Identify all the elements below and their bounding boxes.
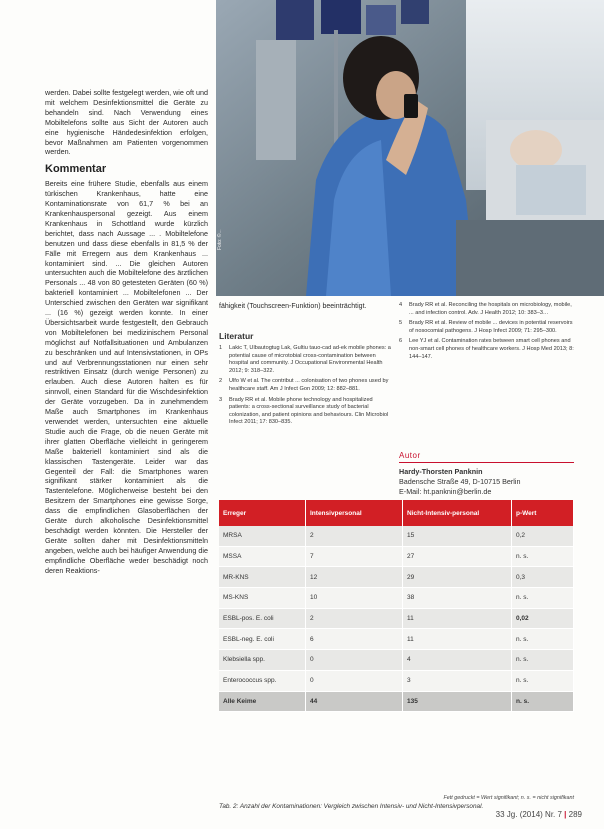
cell-p-wert: n. s. (512, 650, 574, 671)
cell-intensiv: 2 (306, 608, 403, 629)
cell-erreger: MSSA (219, 546, 306, 567)
reference-item (399, 302, 574, 317)
cell-p-wert: n. s. (512, 629, 574, 650)
cell-erreger: Alle Keime (219, 691, 306, 712)
left-column (45, 88, 208, 576)
author-heading: Autor (399, 451, 421, 460)
reference-text: Brady RR et al. Mobile phone technology and hospitalized patients: a cross-sectional surveillance study of bacterial colonization, and patient opinions and behaviours. Clin Microbiol Infect 2011; 17: 830–835. (229, 396, 389, 426)
reference-number: 2 (219, 378, 223, 385)
cell-nicht-intensiv: 27 (403, 546, 512, 567)
cell-p-wert: n. s. (512, 670, 574, 691)
cell-intensiv: 10 (306, 588, 403, 609)
page-number: 289 (568, 810, 582, 819)
cell-nicht-intensiv: 135 (403, 691, 512, 712)
cell-intensiv: 0 (306, 670, 403, 691)
cell-erreger: MR-KNS (219, 567, 306, 588)
cell-erreger: MS-KNS (219, 588, 306, 609)
cell-erreger: MRSA (219, 526, 306, 546)
cell-erreger: Klebsiella spp. (219, 650, 306, 671)
reference-number: 1 (219, 345, 223, 351)
cell-p-wert: 0,02 (512, 608, 574, 629)
reference-list-right (399, 302, 574, 364)
cell-p-wert: 0,3 (512, 567, 574, 588)
page-footer (496, 810, 582, 819)
cell-intensiv: 0 (306, 650, 403, 671)
column-header: p-Wert (512, 500, 574, 526)
reference-text: Lee YJ et al. Contamination rates between smart cell phones and non-smart cell phones of healthcare workers. J Hosp Med 2013; 8: 144–147. (409, 338, 574, 360)
table-row (219, 588, 574, 609)
reference-text: Ulfo W et al. The contribut ... colonisation of two phones used by healthcare staff. Am J Infect Gon 2009; 12: 882–881. (229, 378, 389, 392)
reference-list-middle (219, 345, 391, 430)
author-address: Badensche Straße 49, D-10715 Berlin (399, 477, 521, 486)
column-header: Intensivpersonal (306, 500, 403, 526)
cell-nicht-intensiv: 29 (403, 567, 512, 588)
cell-erreger: ESBL-neg. E. coli (219, 629, 306, 650)
cell-nicht-intensiv: 11 (403, 629, 512, 650)
cell-intensiv: 2 (306, 526, 403, 546)
table-caption: Tab. 2: Anzahl der Kontaminationen: Vergleich zwischen Intensiv- und Nicht-Intensivpersonal. (219, 803, 484, 810)
cell-intensiv: 12 (306, 567, 403, 588)
cell-nicht-intensiv: 15 (403, 526, 512, 546)
cell-intensiv: 7 (306, 546, 403, 567)
cell-nicht-intensiv: 4 (403, 650, 512, 671)
cell-erreger: Enterococcus spp. (219, 670, 306, 691)
author-name: Hardy-Thorsten Panknin (399, 467, 483, 476)
reference-item (219, 378, 391, 393)
intro-paragraph: werden. Dabei sollte festgelegt werden, wie oft und mit welchem Desinfektionsmittel die Geräte zu behandeln sind. Nach Verwendung eines Mobiltelefons sollte aus Sicht der Autoren auch eine hygienische Händedesinfektion erfolgen, bevor Maßnahmen am Patienten vorgenommen werden. (45, 88, 208, 157)
reference-number: 5 (399, 320, 403, 327)
table-row (219, 546, 574, 567)
cell-nicht-intensiv: 3 (403, 670, 512, 691)
cell-nicht-intensiv: 11 (403, 608, 512, 629)
reference-text: Lakic T, Ulbautogtug Lak, Gultiu tauo-cad ad-ek mobile phones: a potential cause of microtobial cross-contamination between hospital and community. J Occupational Environmental Health 2012; 9: 318–322. (229, 345, 391, 374)
reference-number: 3 (219, 396, 223, 403)
comment-paragraph: Bereits eine frühere Studie, ebenfalls aus einem türkischen Krankenhaus, hatte eine Kontaminationsrate von 61,7 % bei an Krankenhauspersonal gezeigt. Aus einem Krankenhaus in Schottland wurde kürzlich berichtet, dass nach Aussage ... . Mobiltelefone benutzen und dass diese ebenfalls in 81,5 % der Fälle mit Erregern aus dem Krankenhaus ... kontaminiert sind. ... Die gleichen Autoren untersuchten auch die Mobiltelefone des ärztlichen Personals ... 48 von 80 getesteten Geräten (60 %) bakteriell kontaminiert ... Mobiltelefonen ... Der Unterschied zwischen den Geräten war signifikant ... (16 %) gezeigt werden konnte. In einer Übersichtsarbeit wurde festgestellt, den Gebrauch von Mobiltelefonen bei medizinischem Personal möglichst auf Notfallsituationen und Ambulanzen zu beschränken und auf Intensivstationen, in OPs und auf Verbrennungsstationen nur einen sehr restriktiven Einsatz (durch wenige Personen) zu erlauben. Auch diese Autoren halten es für sinnvoll, einen Standard für die Wischdesinfektion der Geräte vorzugeben. Da in zunehmendem Maße auch Smartphones im Krankenhaus verwendet werden, untersuchten eine aktuelle Studie auch die Frage, ob die neuen Geräte mit ihrer glatten Oberfläche vielleicht in geringerem Maße bakteriell kontaminiert sind als die klassischen Tastengeräte. Leider war das Gegenteil der Fall: die Smartphones waren signifikant stärker kontaminiert als die Tastentelefone. Möglicherweise besteht bei den Besitzern der Smartphones eine gewisse Sorge, dass die empfindlichen Glasoberflächen der Geräte durch alkoholische Desinfektionsmittel beschädigt werden könnten. Die Hersteller der Geräte sollten daher mit Desinfektionsmitteln angeben, welche auch bei häufiger Anwendung die empfindliche Oberfläche weder beschädigt noch deren Reaktions- (45, 179, 208, 575)
table-row (219, 629, 574, 650)
column-header: Nicht-Intensiv-personal (403, 500, 512, 526)
reference-item (219, 397, 391, 427)
cell-p-wert: n. s. (512, 691, 574, 712)
author-block (399, 467, 520, 497)
cell-p-wert: n. s. (512, 546, 574, 567)
footer-separator: | (564, 810, 569, 819)
table-row (219, 650, 574, 671)
reference-text: Brady RR et al. Reconciling the hospitals on microbiology, mobile, ... and infection control. Adv. J Health 2012; 10: 383–3… (409, 302, 572, 316)
continuation-text: fähigkeit (Touchscreen-Funktion) beeinträchtigt. (219, 303, 367, 310)
middle-column-text (219, 302, 389, 312)
table-row (219, 567, 574, 588)
table-row (219, 670, 574, 691)
reference-item (399, 320, 574, 335)
photo-credit: Foto: ©... (217, 229, 223, 250)
table-footnote: Fett gedruckt = Wert signifikant; n. s. = nicht signifikant (443, 795, 574, 801)
hospital-photo (216, 0, 604, 296)
table-row (219, 526, 574, 546)
reference-item (219, 345, 391, 375)
table-header-row (219, 500, 574, 526)
column-header: Erreger (219, 500, 306, 526)
reference-number: 6 (399, 338, 403, 345)
cell-nicht-intensiv: 38 (403, 588, 512, 609)
reference-text: Brady RR et al. Review of mobile ... devices in potential reservoirs of nosocomial pathogens. J Hosp Infect 2009; 71: 295–300. (409, 320, 573, 334)
table-row (219, 608, 574, 629)
author-divider (399, 462, 574, 463)
table-total-row (219, 691, 574, 712)
journal-issue: 33 Jg. (2014) Nr. 7 (495, 810, 562, 819)
cell-p-wert: 0,2 (512, 526, 574, 546)
literature-heading: Literatur (219, 331, 254, 341)
cell-p-wert: n. s. (512, 588, 574, 609)
cell-intensiv: 44 (306, 691, 403, 712)
cell-erreger: ESBL-pos. E. coli (219, 608, 306, 629)
photo-illustration (216, 0, 604, 296)
cell-intensiv: 6 (306, 629, 403, 650)
section-heading-kommentar: Kommentar (45, 163, 107, 176)
reference-item (399, 338, 574, 361)
reference-number: 4 (399, 302, 403, 308)
author-email: E-Mail: ht.panknin@berlin.de (399, 487, 492, 496)
contamination-table (219, 500, 574, 712)
